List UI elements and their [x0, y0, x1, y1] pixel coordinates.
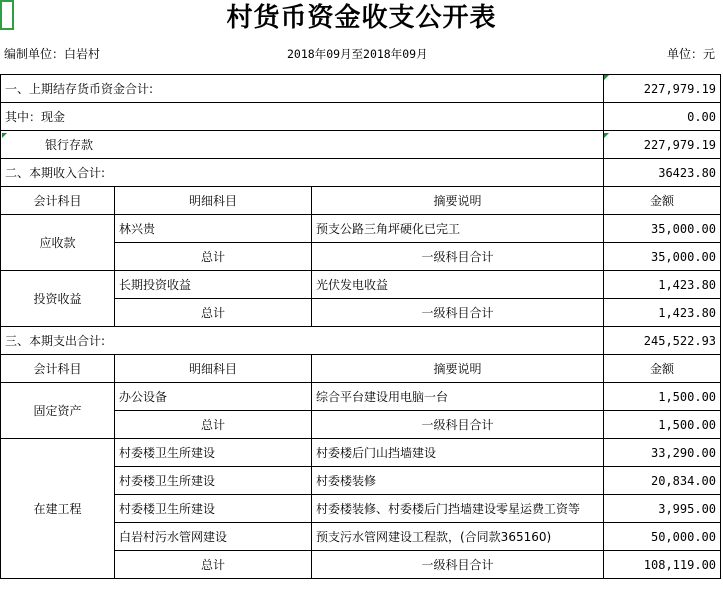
detail-cell[interactable]: 总计	[115, 411, 312, 439]
income-total-label[interactable]: 二、本期收入合计:	[1, 159, 604, 187]
opening-total-row	[1, 75, 721, 103]
expense-header-row	[1, 355, 721, 383]
detail-cell[interactable]: 村委楼卫生所建设	[115, 495, 312, 523]
summary-cell[interactable]: 一级科目合计	[312, 299, 604, 327]
amount-cell[interactable]: 20,834.00	[604, 467, 721, 495]
amount-cell[interactable]: 1,500.00	[604, 411, 721, 439]
cell-comment-marker	[604, 75, 609, 80]
amount-cell[interactable]: 1,423.80	[604, 299, 721, 327]
summary-cell[interactable]: 一级科目合计	[312, 551, 604, 579]
col-header-amount[interactable]: 金额	[604, 355, 721, 383]
detail-cell[interactable]: 村委楼卫生所建设	[115, 439, 312, 467]
opening-cash-row	[1, 103, 721, 131]
col-header-amount[interactable]: 金额	[604, 187, 721, 215]
summary-cell[interactable]: 预支公路三角坪硬化已完工	[312, 215, 604, 243]
detail-cell[interactable]: 办公设备	[115, 383, 312, 411]
table-row	[1, 215, 721, 243]
col-header-detail[interactable]: 明细科目	[115, 355, 312, 383]
org-unit-label: 编制单位：白岩村	[4, 47, 101, 61]
expense-total-row	[1, 327, 721, 355]
summary-cell[interactable]: 光伏发电收益	[312, 271, 604, 299]
summary-cell[interactable]: 村委楼后门山挡墙建设	[312, 439, 604, 467]
cell-comment-marker	[2, 133, 7, 138]
page-title: 村货币资金收支公开表	[226, 3, 497, 33]
summary-cell[interactable]: 一级科目合计	[312, 243, 604, 271]
amount-cell[interactable]: 1,500.00	[604, 383, 721, 411]
detail-cell[interactable]: 总计	[115, 299, 312, 327]
opening-bank-row	[1, 131, 721, 159]
account-cell[interactable]: 在建工程	[1, 439, 115, 579]
bank-label[interactable]: 银行存款	[1, 131, 604, 159]
detail-cell[interactable]: 总计	[115, 243, 312, 271]
account-cell[interactable]: 固定资产	[1, 383, 115, 439]
table-row	[1, 383, 721, 411]
col-header-account[interactable]: 会计科目	[1, 355, 115, 383]
col-header-summary[interactable]: 摘要说明	[312, 355, 604, 383]
amount-cell[interactable]: 3,995.00	[604, 495, 721, 523]
income-header-row	[1, 187, 721, 215]
cell-comment-marker	[604, 133, 609, 138]
income-total-amount[interactable]: 36423.80	[604, 159, 721, 187]
detail-cell[interactable]: 总计	[115, 551, 312, 579]
amount-cell[interactable]: 35,000.00	[604, 215, 721, 243]
income-total-row	[1, 159, 721, 187]
cash-label[interactable]: 其中：现金	[1, 103, 604, 131]
summary-cell[interactable]: 预支污水管网建设工程款，(合同款365160)	[312, 523, 604, 551]
detail-cell[interactable]: 长期投资收益	[115, 271, 312, 299]
summary-cell[interactable]: 村委楼装修	[312, 467, 604, 495]
detail-cell[interactable]: 林兴贵	[115, 215, 312, 243]
amount-cell[interactable]: 33,290.00	[604, 439, 721, 467]
expense-total-label[interactable]: 三、本期支出合计:	[1, 327, 604, 355]
col-header-detail[interactable]: 明细科目	[115, 187, 312, 215]
amount-cell[interactable]: 50,000.00	[604, 523, 721, 551]
table-row	[1, 271, 721, 299]
col-header-account[interactable]: 会计科目	[1, 187, 115, 215]
summary-cell[interactable]: 一级科目合计	[312, 411, 604, 439]
account-cell[interactable]: 应收款	[1, 215, 115, 271]
amount-cell[interactable]: 108,119.00	[604, 551, 721, 579]
opening-total-label[interactable]: 一、上期结存货币资金合计:	[1, 75, 604, 103]
expense-total-amount[interactable]: 245,522.93	[604, 327, 721, 355]
summary-cell[interactable]: 村委楼装修、村委楼后门挡墙建设零星运费工资等	[312, 495, 604, 523]
amount-cell[interactable]: 1,423.80	[604, 271, 721, 299]
ledger-table	[0, 74, 721, 579]
table-row	[1, 439, 721, 467]
detail-cell[interactable]: 白岩村污水管网建设	[115, 523, 312, 551]
account-cell[interactable]: 投资收益	[1, 271, 115, 327]
cash-amount[interactable]: 0.00	[604, 103, 721, 131]
amount-cell[interactable]: 35,000.00	[604, 243, 721, 271]
col-header-summary[interactable]: 摘要说明	[312, 187, 604, 215]
currency-unit-label: 单位：元	[666, 47, 715, 61]
summary-cell[interactable]: 综合平台建设用电脑一台	[312, 383, 604, 411]
bank-amount[interactable]: 227,979.19	[604, 131, 721, 159]
detail-cell[interactable]: 村委楼卫生所建设	[115, 467, 312, 495]
period-label: 2018年09月至2018年09月	[287, 47, 428, 61]
opening-total-amount[interactable]: 227,979.19	[604, 75, 721, 103]
